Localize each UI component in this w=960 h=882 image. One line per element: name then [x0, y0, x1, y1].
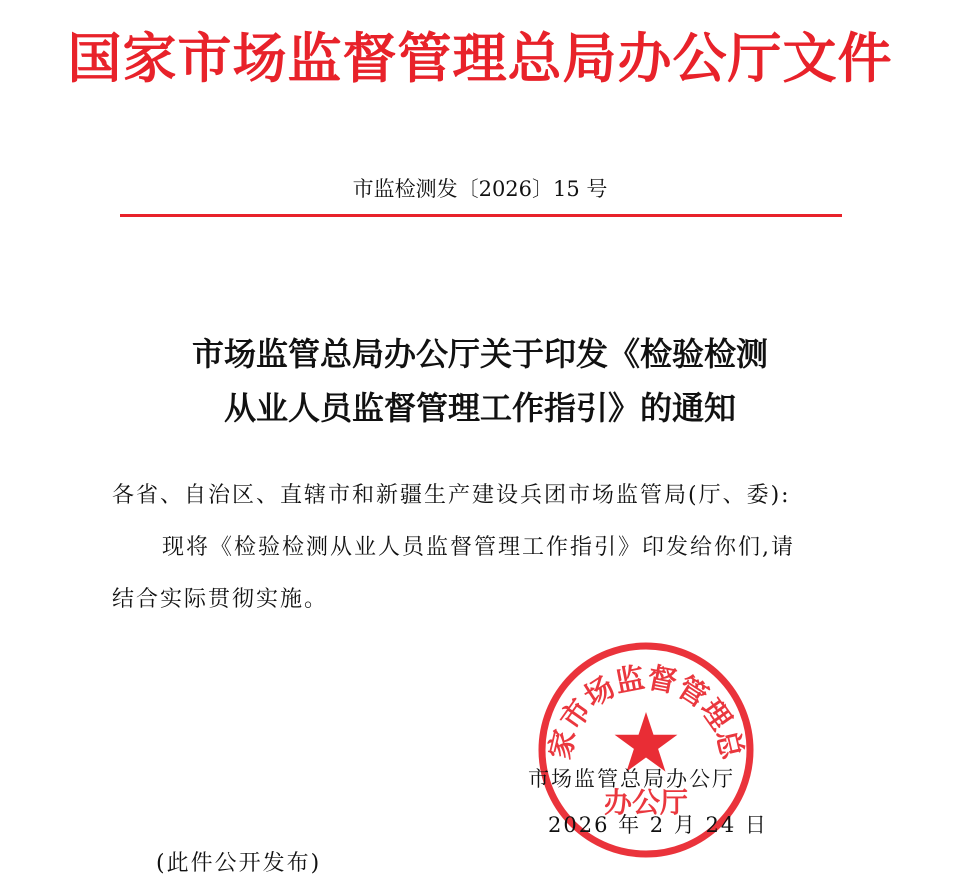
- seal-inner-text: 办公厅: [603, 786, 689, 819]
- signature-organization: 市场监管总局办公厅: [528, 767, 735, 791]
- addressee-line: 各省、自治区、直辖市和新疆生产建设兵团市场监管局(厅、委):: [112, 483, 791, 508]
- red-divider-line: [120, 214, 842, 217]
- seal-outer-text: 国家市场监督管理总局: [521, 613, 750, 763]
- seal-star-icon: [615, 712, 678, 772]
- document-title-line-2: 从业人员监督管理工作指引》的通知: [223, 389, 736, 427]
- body-paragraph-line-1: 现将《检验检测从业人员监督管理工作指引》印发给你们,请: [162, 535, 795, 560]
- public-release-note: (此件公开发布): [156, 851, 322, 876]
- signature-date: 2026 年 2 月 24 日: [548, 813, 768, 837]
- document-title-line-1: 市场监管总局办公厅关于印发《检验检测: [191, 335, 768, 373]
- document-number: 市监检测发〔2026〕15 号: [352, 177, 608, 201]
- document-issuer-header: 国家市场监督管理总局办公厅文件: [67, 26, 893, 90]
- body-paragraph-line-2: 结合实际贯彻实施。: [112, 587, 329, 612]
